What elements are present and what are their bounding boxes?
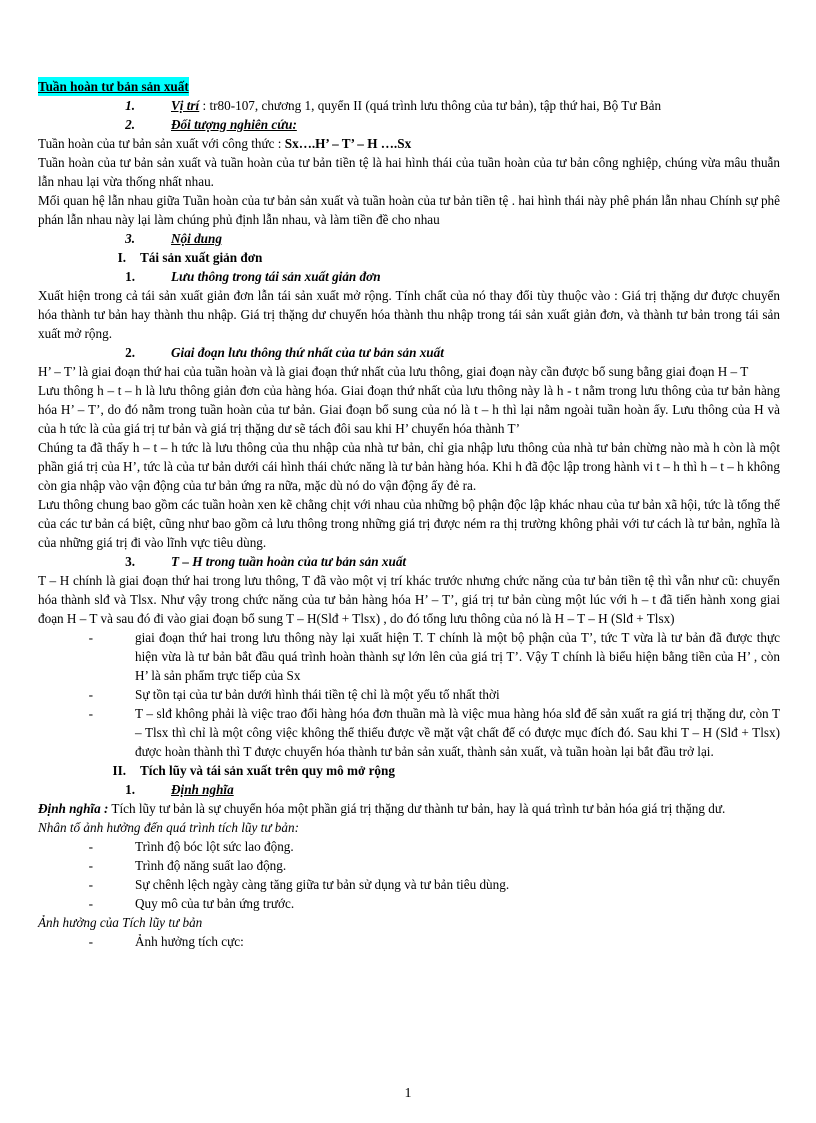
paragraph: Chúng ta đã thấy h – t – h tức là lưu thông của thu nhập của nhà tư bản, chỉ gia nhập lưu thông của nhà tư bản chừng nào mà h còn là một phần giá trị của H’, tức là của tư bản dưới cái hình thái chức năng là tư bản hàng hóa. Khi h đã độc lập trong hành vi t – h thì h – t – h không còn gia nhập vào vận động của tư bản ứng ra nữa, mặc dù nó do vận động ấy đẻ ra. <box>38 440 780 493</box>
definition: Định nghĩa : Tích lũy tư bản là sự chuyển hóa một phần giá trị thặng dư thành tư bản, hay là quá trình tư bản hóa giá trị thặng dư. <box>38 801 726 816</box>
section-heading: II. Tích lũy và tái sản xuất trên quy mô mở rộng <box>112 763 395 778</box>
document-title: Tuần hoàn tư bản sản xuất <box>38 79 189 94</box>
list-item: - Quy mô của tư bản ứng trước. <box>88 896 295 911</box>
effects-heading: Ảnh hưởng của Tích lũy tư bản <box>38 915 203 930</box>
paragraph: Tuần hoàn của tư bản sản xuất và tuần hoàn của tư bản tiền tệ là hai hình thái của tuần hoàn của tư bản công nghiệp, chúng vừa mâu thuẫn lẫn nhau lại vừa thống nhất nhau. <box>38 155 780 189</box>
list-item: - Ảnh hưởng tích cực: <box>88 934 244 949</box>
item-location: 1. Vị trí : tr80-107, chương 1, quyển II (quá trình lưu thông của tư bản), tập thứ hai, Bộ Tư Bản <box>125 98 662 113</box>
list-item: - Sự chênh lệch ngày càng tăng giữa tư bản sử dụng và tư bản tiêu dùng. <box>88 877 510 892</box>
paragraph: Lưu thông chung bao gồm các tuần hoàn xen kẽ chằng chịt với nhau của những bộ phận độc lập khác nhau của tư bản xã hội, tức là tổng thể của các tư bản cá biệt, cũng như bao gồm cả lưu thông trong những giá trị được ném ra thị trường không phải với tư cách là tư bản, nghĩa là của những giá trị đi vào lĩnh vực tiêu dùng. <box>38 497 780 550</box>
paragraph: H’ – T’ là giai đoạn thứ hai của tuần hoàn và là giai đoạn thứ nhất của lưu thông, giai đoạn này cần được bổ sung bằng giai đoạn H – T <box>38 364 749 379</box>
formula-line: Tuần hoàn của tư bản sản xuất với công thức : Sx….H’ – T’ – H ….Sx <box>38 136 412 151</box>
location-label: Vị trí <box>171 98 200 113</box>
subsection-heading: 2. Giai đoạn lưu thông thứ nhất của tư bản sản xuất <box>125 345 444 360</box>
document-body <box>38 77 780 951</box>
subsection-heading: 1. Lưu thông trong tái sản xuất giản đơn <box>125 269 381 284</box>
paragraph: Mối quan hệ lẫn nhau giữa Tuần hoàn của tư bản sản xuất và tuần hoàn của tư bản tiền tệ . hai hình thái này phê phán lẫn nhau Chính sự phê phán lẫn nhau này lại làm chúng phủ định lẫn nhau, và làm tiền đề cho nhau <box>38 193 780 227</box>
paragraph: T – H chính là giai đoạn thứ hai trong lưu thông, T đã vào một vị trí khác trước nhưng chức năng của tư bản tiền tệ thì vẫn như cũ: chuyển hóa thành slđ và Tlsx. Như vậy trong chức năng của tư bản hàng hóa H’ – T’, giá trị tư bản cùng một lúc với h – t đã tiến hành xong giai đoạn H – T và sau đó đi vào giai đoạn bổ sung T – H(Slđ + Tlsx) , do đó tổng lưu thông của nó là H – T – H (Slđ + Tlsx) <box>38 573 780 626</box>
subsection-heading: 1. Định nghĩa <box>125 782 234 797</box>
subject-label: Đối tượng nghiên cứu: <box>171 117 297 132</box>
list-item: - Sự tồn tại của tư bản dưới hình thái tiền tệ chỉ là một yếu tố nhất thời <box>88 687 500 702</box>
item-content: 3. Nội dung <box>125 231 222 246</box>
factors-heading: Nhân tố ảnh hưởng đến quá trình tích lũy tư bản: <box>38 820 299 835</box>
item-subject: 2. Đối tượng nghiên cứu: <box>125 117 297 132</box>
paragraph: Lưu thông h – t – h là lưu thông giản đơn của hàng hóa. Giai đoạn thứ nhất của lưu thông này là h - t nằm trong lưu thông của tư bản hàng hóa H’ – T’, do đó nằm trong tuần hoàn của tư bản. Giai đoạn bổ sung của nó là t – h thì lại nằm ngoài tuần hoàn ấy. Lưu thông của H và của h tức là của giá trị tư bản và giá trị thặng dư sẽ tách đôi sau khi H’ chuyển hóa thành T’ <box>38 383 780 436</box>
content-label: Nội dung <box>171 231 222 246</box>
formula: Sx….H’ – T’ – H ….Sx <box>284 136 412 151</box>
section-heading: I. Tái sản xuất giản đơn <box>117 250 263 265</box>
page-number: 1 <box>404 1086 412 1101</box>
subsection-heading: 3. T – H trong tuần hoàn của tư bản sản xuất <box>125 554 407 569</box>
list-item: - T – slđ không phải là việc trao đổi hàng hóa đơn thuần mà là việc mua hàng hóa slđ để sản xuất ra giá trị thặng dư, còn T – Tlsx thì chỉ là một công việc không thể thiếu được về mặt vật chất để có được mục đích đó. Sau khi T – H (Slđ + Tlsx) được hoàn thành thì T được chuyển hóa thành tư bản sản xuất, thành sản xuất, và tuần hoàn lại bắt đầu trở lại. <box>88 706 780 759</box>
list-item: - Trình độ năng suất lao động. <box>88 858 287 873</box>
list-item: - Trình độ bóc lột sức lao động. <box>88 839 294 854</box>
list-item: - giai đoạn thứ hai trong lưu thông này lại xuất hiện T. T chính là một bộ phận của T’, tức T vừa là tư bản đã được thực hiện vừa là tư bản bắt đầu quá trình hoàn thành sự lớn lên của giá trị T’. Vậy T chính là biểu hiện bằng tiền của H’ , còn H’ là sản phẩm trực tiếp của Sx <box>88 630 780 683</box>
paragraph: Xuất hiện trong cả tái sản xuất giản đơn lẫn tái sản xuất mở rộng. Tính chất của nó thay đổi tùy thuộc vào : Giá trị thặng dư được chuyển hóa thành tư bản hay thành thu nhập. Giá trị thặng dư chuyển hóa thành thu nhập trong tái sản xuất giản đơn, và thành tư bản trong tái sản xuất mở rộng. <box>38 288 780 341</box>
